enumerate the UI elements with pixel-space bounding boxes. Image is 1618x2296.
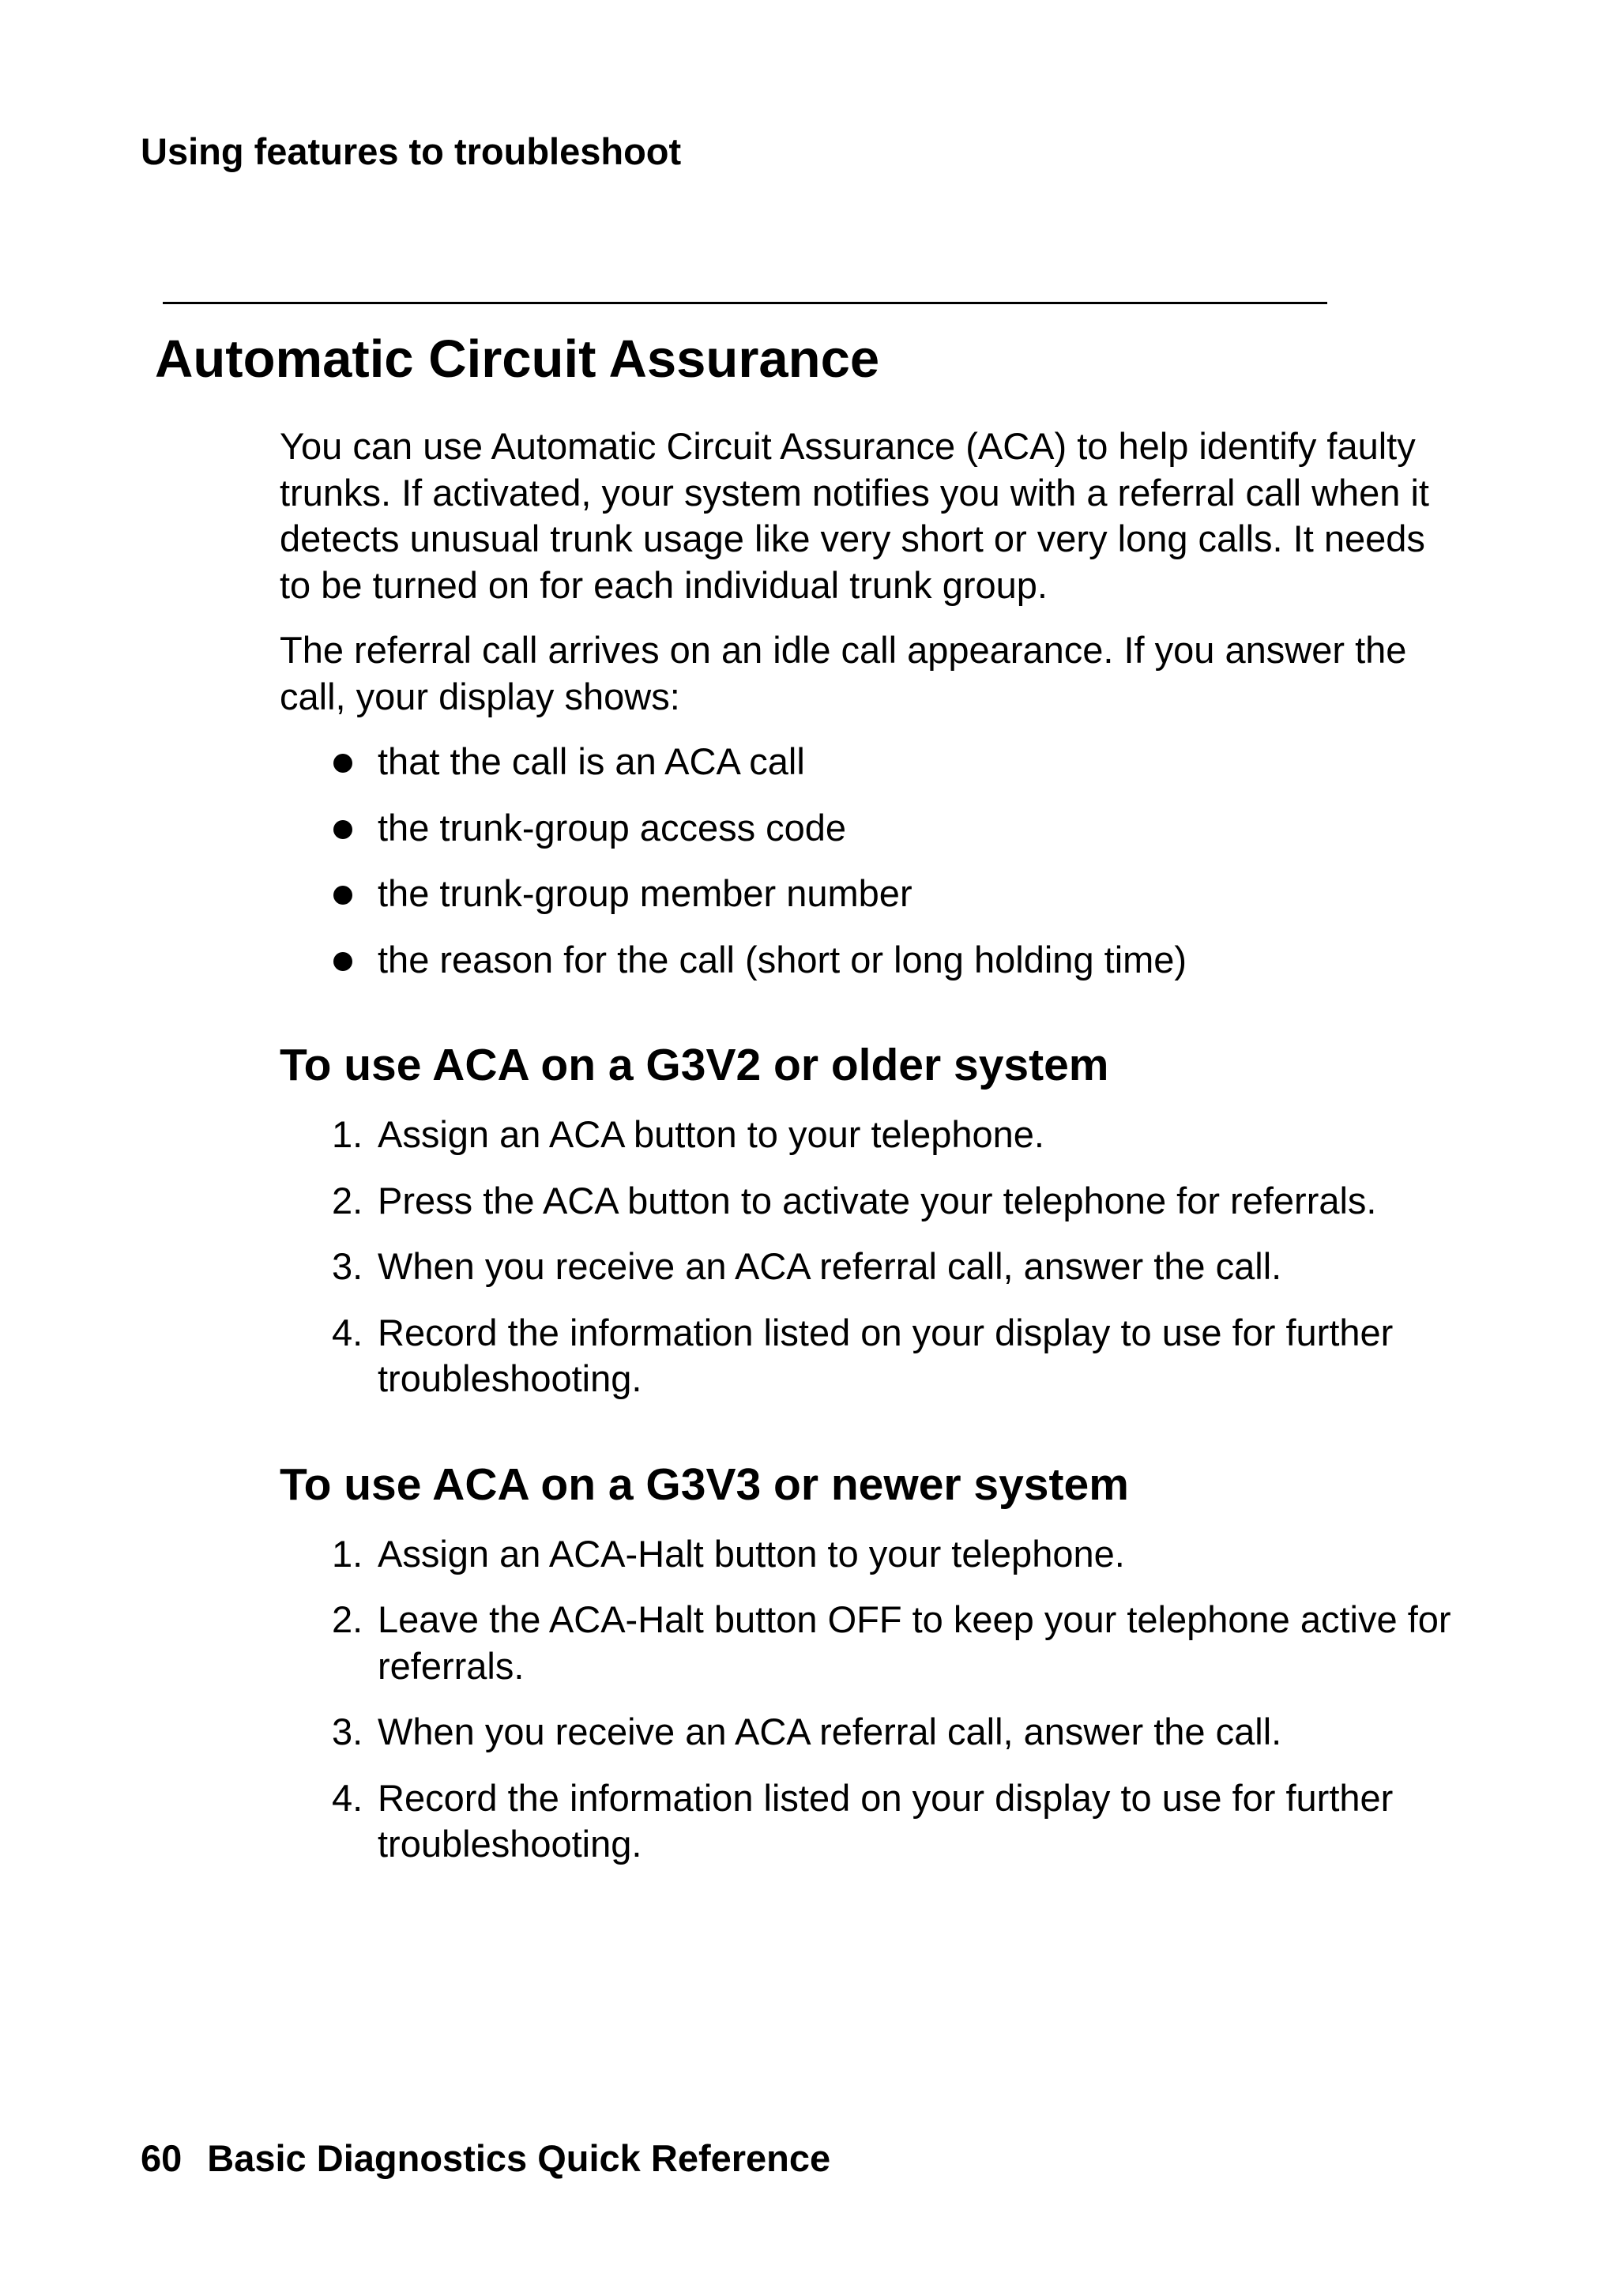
display-paragraph: The referral call arrives on an idle call appearance. If you answer the call, your display shows:: [280, 629, 1407, 717]
step-text: Assign an ACA button to your telephone.: [378, 1113, 1044, 1155]
procedure-g3v3-steps: [280, 1531, 1465, 1868]
display-info-list: [280, 739, 1465, 983]
step-item: [280, 1709, 1465, 1756]
step-item: [280, 1178, 1465, 1225]
list-item: [280, 739, 1465, 785]
step-number: 4.: [332, 1311, 363, 1353]
step-item: [280, 1531, 1465, 1578]
step-number: 2.: [332, 1598, 363, 1640]
list-item-text: the trunk-group access code: [378, 806, 847, 849]
intro-paragraph: You can use Automatic Circuit Assurance (ACA) to help identify faulty trunks. If activated, your system notifies you with a referral call when it detects unusual trunk usage like very short or very long calls. It needs to be turned on for each individual trunk group.: [280, 425, 1429, 606]
step-number: 4.: [332, 1776, 363, 1819]
bullet-icon: [333, 820, 352, 839]
list-item: [280, 805, 1465, 852]
step-number: 1.: [332, 1532, 363, 1575]
procedure-g3v2-heading: To use ACA on a G3V2 or older system: [280, 1040, 1109, 1090]
step-item: [280, 1244, 1465, 1290]
list-item-text: that the call is an ACA call: [378, 740, 805, 782]
step-number: 3.: [332, 1245, 363, 1287]
step-text: When you receive an ACA referral call, answer the call.: [378, 1711, 1282, 1752]
section-body: [280, 423, 1465, 1888]
procedure-g3v3-heading: To use ACA on a G3V3 or newer system: [280, 1459, 1129, 1510]
step-item: [280, 1775, 1465, 1868]
bullet-icon: [333, 952, 352, 971]
list-item: [280, 871, 1465, 917]
list-item-text: the reason for the call (short or long holding time): [378, 938, 1187, 981]
step-number: 2.: [332, 1179, 363, 1221]
step-text: Record the information listed on your display to use for further troubleshooting.: [378, 1311, 1394, 1399]
step-number: 1.: [332, 1113, 363, 1155]
list-item: [280, 937, 1465, 984]
step-text: Assign an ACA-Halt button to your telephone.: [378, 1532, 1125, 1575]
step-number: 3.: [332, 1711, 363, 1752]
procedure-g3v2-steps: [280, 1112, 1465, 1402]
page-footer: [141, 2137, 831, 2179]
book-title: Basic Diagnostics Quick Reference: [207, 2137, 831, 2179]
bullet-icon: [333, 754, 352, 773]
step-text: Leave the ACA-Halt button OFF to keep your telephone active for referrals.: [378, 1598, 1451, 1687]
step-item: [280, 1310, 1465, 1402]
step-item: [280, 1597, 1465, 1689]
running-header: Using features to troubleshoot: [141, 130, 682, 172]
step-item: [280, 1112, 1465, 1158]
section-title: Automatic Circuit Assurance: [155, 329, 880, 389]
page-number: 60: [141, 2137, 182, 2179]
list-item-text: the trunk-group member number: [378, 872, 912, 914]
step-text: Press the ACA button to activate your telephone for referrals.: [378, 1179, 1377, 1221]
section-divider: [163, 302, 1327, 304]
step-text: When you receive an ACA referral call, answer the call.: [378, 1245, 1282, 1287]
step-text: Record the information listed on your display to use for further troubleshooting.: [378, 1776, 1394, 1865]
bullet-icon: [333, 886, 352, 905]
